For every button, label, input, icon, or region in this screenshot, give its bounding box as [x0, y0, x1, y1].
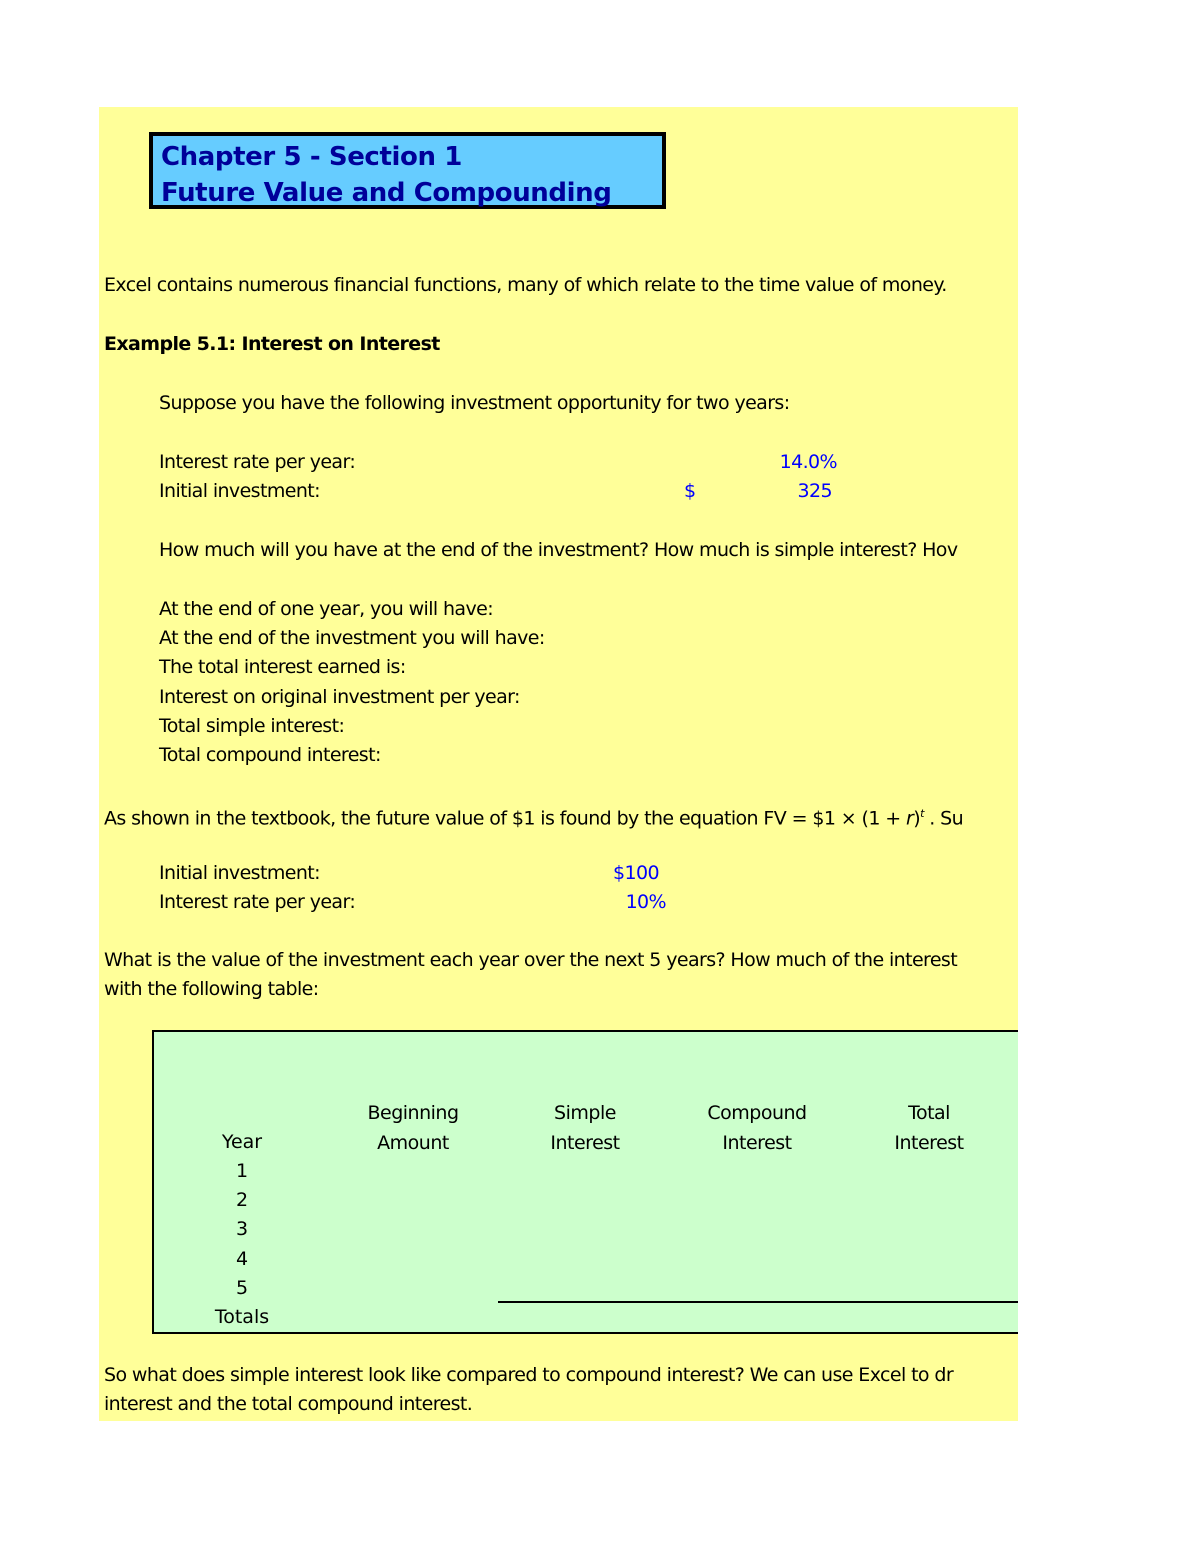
answer-row: Total simple interest: [159, 715, 345, 737]
answer-row: At the end of one year, you will have: [159, 598, 494, 620]
answer-row: Total compound interest: [159, 744, 381, 766]
year-cell: 5 [235, 1277, 249, 1299]
beginning-header-line2: Amount [377, 1132, 449, 1154]
fv-question-line: with the following table: [104, 978, 319, 1000]
answer-row: Interest on original investment per year: [159, 686, 520, 708]
section-title: Future Value and Compounding [161, 178, 612, 208]
investment-label: Initial investment: [159, 480, 320, 502]
chapter-title: Chapter 5 - Section 1 [161, 142, 462, 172]
compounding-table [152, 1030, 1018, 1334]
currency-symbol: $ [684, 480, 696, 502]
beginning-header-line1: Beginning [367, 1102, 459, 1124]
example-heading: Example 5.1: Interest on Interest [104, 333, 440, 355]
compound-header-line1: Compound [707, 1102, 807, 1124]
year-cell: 4 [235, 1248, 249, 1270]
example-setup: Suppose you have the following investment opportunity for two years: [159, 392, 790, 414]
rate-value-cell[interactable]: 14.0% [779, 451, 837, 473]
year-cell: 2 [235, 1189, 249, 1211]
closing-line: interest and the total compound interest. [104, 1393, 473, 1415]
totals-label: Totals [214, 1306, 270, 1328]
fv-text-post: . Su [923, 807, 964, 830]
fv-time-symbol: t [920, 807, 924, 820]
fv-investment-label: Initial investment: [159, 862, 320, 884]
rate-label: Interest rate per year: [159, 451, 356, 473]
investment-value-cell[interactable]: 325 [797, 480, 832, 502]
fv-question-line: What is the value of the investment each year over the next 5 years? How much of the interest [104, 949, 958, 971]
spreadsheet-page [99, 107, 1018, 1421]
fv-rate-label: Interest rate per year: [159, 891, 356, 913]
total-header-line1: Total [908, 1102, 950, 1124]
answer-row: At the end of the investment you will have: [159, 627, 545, 649]
year-header: Year [221, 1131, 263, 1153]
compound-header-line2: Interest [722, 1132, 792, 1154]
year-cell: 3 [235, 1218, 249, 1240]
fv-rate-symbol: r [906, 807, 914, 830]
fv-rate-value-cell[interactable]: 10% [625, 891, 666, 913]
simple-header-line2: Interest [550, 1132, 620, 1154]
closing-line: So what does simple interest look like compared to compound interest? We can use Excel to dr [104, 1364, 954, 1386]
fv-text-pre: As shown in the textbook, the future value of $1 is found by the equation FV = $1 × (1 + [104, 807, 907, 830]
answer-row: The total interest earned is: [159, 656, 406, 678]
total-header-line2: Interest [894, 1132, 964, 1154]
fv-investment-value-cell[interactable]: $100 [613, 862, 659, 884]
year-cell: 1 [235, 1160, 249, 1182]
simple-header-line1: Simple [554, 1102, 616, 1124]
fv-equation-text [104, 802, 963, 830]
intro-text: Excel contains numerous financial functions, many of which relate to the time value of money. [104, 274, 947, 296]
fv-text-mid: ) [913, 807, 921, 830]
title-box [149, 132, 666, 209]
example-question: How much will you have at the end of the investment? How much is simple interest? Hov [159, 539, 958, 561]
totals-rule [498, 1301, 1018, 1303]
